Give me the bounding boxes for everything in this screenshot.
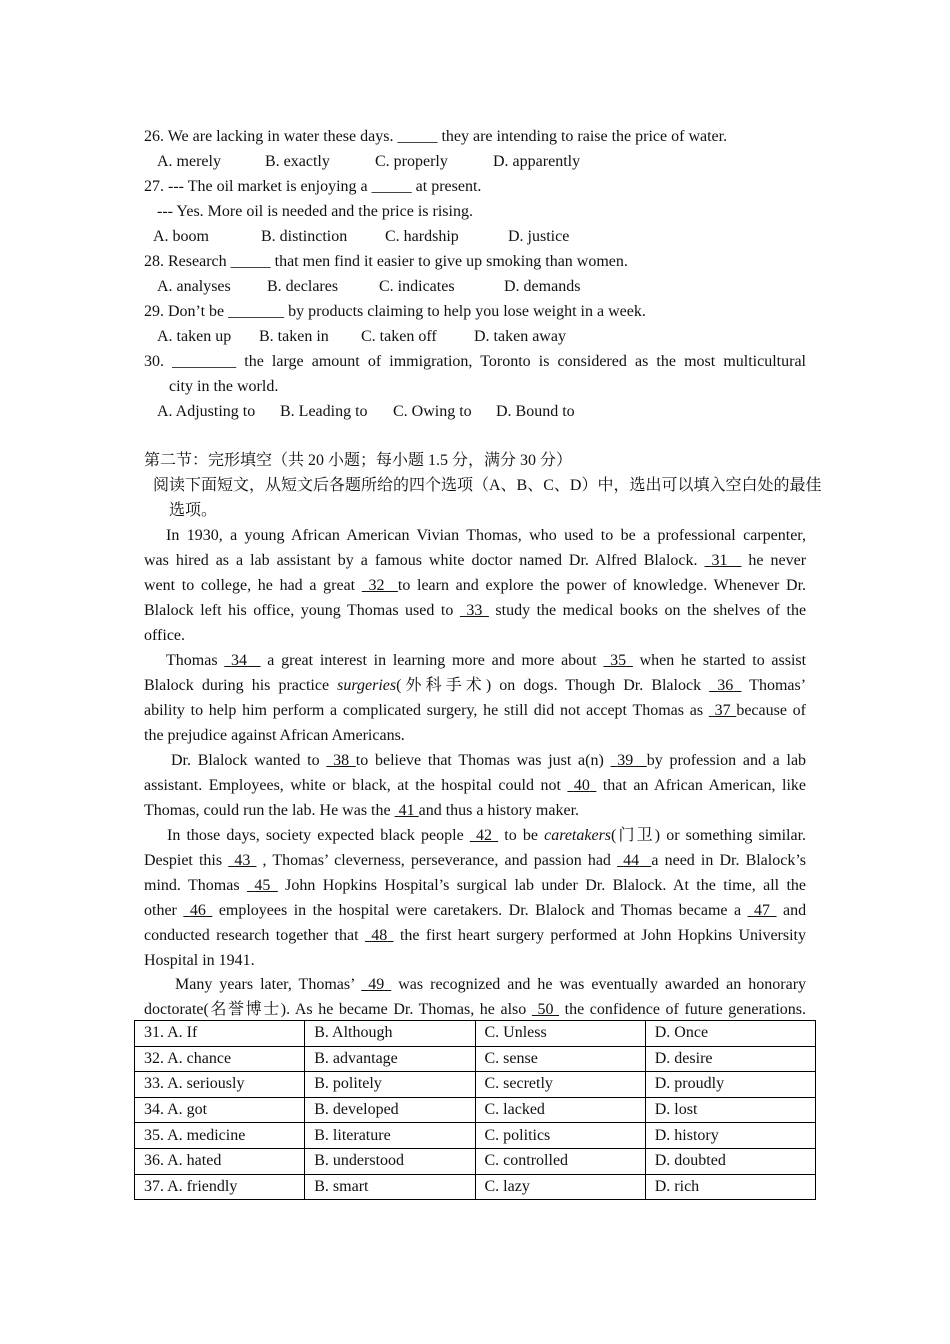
table-cell: D. doubted xyxy=(645,1148,815,1174)
table-cell: B. advantage xyxy=(305,1046,475,1072)
table-cell: D. proudly xyxy=(645,1072,815,1098)
blank-48: 48 xyxy=(371,927,388,944)
passage-line: Blalock during his practice surgeries(外科手术) on dogs. Though Dr. Blalock 36 Thomas’ xyxy=(144,677,807,694)
table-row xyxy=(135,1046,816,1072)
blank-40: 40 xyxy=(573,777,590,794)
question-29-stem: 29. Don’t be _______ by products claiming to help you lose weight in a week. xyxy=(144,303,646,320)
passage-line: conducted research together that 48 the first heart surgery performed at John Hopkins University xyxy=(144,927,807,944)
blank-46: 46 xyxy=(189,902,206,919)
passage-line: Hospital in 1941. xyxy=(144,952,255,969)
table-cell: 36. A. hated xyxy=(135,1148,305,1174)
passage-line: doctorate(名誉博士). As he became Dr. Thomas, he also 50 the confidence of future generations. xyxy=(144,1001,807,1018)
section-heading: 第二节：完形填空（共 20 小题；每小题 1.5 分，满分 30 分） xyxy=(144,452,573,469)
option-d: D. taken away xyxy=(474,328,566,345)
table-row xyxy=(135,1148,816,1174)
blank-37: 37 xyxy=(714,702,731,719)
option-c: C. hardship xyxy=(385,228,459,245)
blank-36: 36 xyxy=(717,677,734,694)
option-b: B. taken in xyxy=(259,328,329,345)
passage-line: office. xyxy=(144,627,186,644)
section-instruction: 阅读下面短文，从短文后各题所给的四个选项（A、B、C、D）中，选出可以填入空白处的最佳 xyxy=(153,477,822,494)
section-instruction-cont: 选项。 xyxy=(169,502,218,519)
table-cell: C. lazy xyxy=(475,1174,645,1200)
table-row xyxy=(135,1123,816,1149)
table-cell: 35. A. medicine xyxy=(135,1123,305,1149)
option-d: D. Bound to xyxy=(496,403,575,420)
passage-line: the prejudice against African Americans. xyxy=(144,727,405,744)
passage-line: other 46 employees in the hospital were caretakers. Dr. Blalock and Thomas became a 47 and xyxy=(144,902,807,919)
table-cell: D. desire xyxy=(645,1046,815,1072)
passage-line: Many years later, Thomas’ 49 was recognized and he was eventually awarded an honorary xyxy=(175,976,807,993)
option-d: D. apparently xyxy=(493,153,581,170)
table-cell: 37. A. friendly xyxy=(135,1174,305,1200)
blank-47: 47 xyxy=(754,902,771,919)
option-a: A. Adjusting to xyxy=(157,403,256,420)
option-b: B. exactly xyxy=(265,153,330,170)
question-28-stem: 28. Research _____ that men find it easier to give up smoking than women. xyxy=(144,253,628,270)
blank-39: 39 xyxy=(617,752,634,769)
option-b: B. Leading to xyxy=(280,403,368,420)
blank-34: 34 xyxy=(231,652,248,669)
table-cell: B. Although xyxy=(305,1021,475,1047)
table-cell: 33. A. seriously xyxy=(135,1072,305,1098)
table-cell: B. smart xyxy=(305,1174,475,1200)
blank-43: 43 xyxy=(234,852,251,869)
option-c: C. indicates xyxy=(379,278,455,295)
question-30-stem: 30. ________ the large amount of immigration, Toronto is considered as the most multicultural xyxy=(144,353,806,370)
table-cell: C. controlled xyxy=(475,1148,645,1174)
passage-line: Despiet this 43 , Thomas’ cleverness, perseverance, and passion had 44 a need in Dr. Blalock’s xyxy=(144,852,806,869)
blank-31: 31 xyxy=(711,552,728,569)
table-cell: C. Unless xyxy=(475,1021,645,1047)
passage-line: Dr. Blalock wanted to 38 to believe that Thomas was just a(n) 39 by profession and a lab xyxy=(171,752,807,769)
option-c: C. Owing to xyxy=(393,403,472,420)
option-c: C. taken off xyxy=(361,328,437,345)
passage-line: In 1930, a young African American Vivian Thomas, who used to be a professional carpenter, xyxy=(166,527,806,544)
blank-32: 32 xyxy=(368,577,385,594)
table-cell: C. secretly xyxy=(475,1072,645,1098)
table-cell: D. rich xyxy=(645,1174,815,1200)
option-a: A. taken up xyxy=(157,328,232,345)
table-cell: B. politely xyxy=(305,1072,475,1098)
table-cell: C. lacked xyxy=(475,1097,645,1123)
blank-42: 42 xyxy=(475,827,492,844)
table-cell: C. sense xyxy=(475,1046,645,1072)
blank-38: 38 xyxy=(333,752,350,769)
question-27-reply: --- Yes. More oil is needed and the price is rising. xyxy=(157,203,473,220)
passage-line: assistant. Employees, white or black, at the hospital could not 40 that an African American, like xyxy=(144,777,807,794)
table-cell: B. literature xyxy=(305,1123,475,1149)
question-26-stem: 26. We are lacking in water these days. _____ they are intending to raise the price of water. xyxy=(144,128,728,145)
table-cell: 31. A. If xyxy=(135,1021,305,1047)
option-b: B. distinction xyxy=(261,228,348,245)
table-cell: 34. A. got xyxy=(135,1097,305,1123)
blank-33: 33 xyxy=(466,602,483,619)
option-c: C. properly xyxy=(375,153,448,170)
table-cell: D. lost xyxy=(645,1097,815,1123)
table-cell: 32. A. chance xyxy=(135,1046,305,1072)
options-table xyxy=(134,1020,816,1200)
passage-line: mind. Thomas 45 John Hopkins Hospital’s surgical lab under Dr. Blalock. At the time, all the xyxy=(144,877,807,894)
blank-44: 44 xyxy=(623,852,640,869)
table-cell: B. understood xyxy=(305,1148,475,1174)
passage-line: went to college, he had a great 32 to learn and explore the power of knowledge. Whenever Dr. xyxy=(144,577,807,594)
option-a: A. boom xyxy=(153,228,209,245)
table-row xyxy=(135,1021,816,1047)
passage-line: was hired as a lab assistant by a famous white doctor named Dr. Alfred Blalock. 31 he never xyxy=(144,552,807,569)
table-row xyxy=(135,1174,816,1200)
option-b: B. declares xyxy=(267,278,339,295)
option-d: D. demands xyxy=(504,278,581,295)
table-cell: C. politics xyxy=(475,1123,645,1149)
blank-41: 41 xyxy=(398,802,415,819)
blank-35: 35 xyxy=(610,652,627,669)
passage-line: Thomas 34 a great interest in learning more and more about 35 when he started to assist xyxy=(166,652,807,669)
table-cell: B. developed xyxy=(305,1097,475,1123)
option-a: A. merely xyxy=(157,153,221,170)
blank-50: 50 xyxy=(537,1001,554,1018)
passage-line: Thomas, could run the lab. He was the 41 and thus a history maker. xyxy=(144,802,580,819)
question-30-stem-cont: city in the world. xyxy=(169,378,279,395)
table-cell: D. Once xyxy=(645,1021,815,1047)
question-27-stem: 27. --- The oil market is enjoying a _____ at present. xyxy=(144,178,482,195)
passage-line: ability to help him perform a complicated surgery, he still did not accept Thomas as 37 because of xyxy=(144,702,807,719)
table-cell: D. history xyxy=(645,1123,815,1149)
table-row xyxy=(135,1072,816,1098)
passage-line: Blalock left his office, young Thomas used to 33 study the medical books on the shelves of the xyxy=(144,602,807,619)
passage-line: In those days, society expected black people 42 to be caretakers(门卫) or something similar. xyxy=(167,827,807,844)
blank-45: 45 xyxy=(254,877,271,894)
option-d: D. justice xyxy=(508,228,570,245)
blank-49: 49 xyxy=(368,976,385,993)
table-row xyxy=(135,1097,816,1123)
option-a: A. analyses xyxy=(157,278,231,295)
